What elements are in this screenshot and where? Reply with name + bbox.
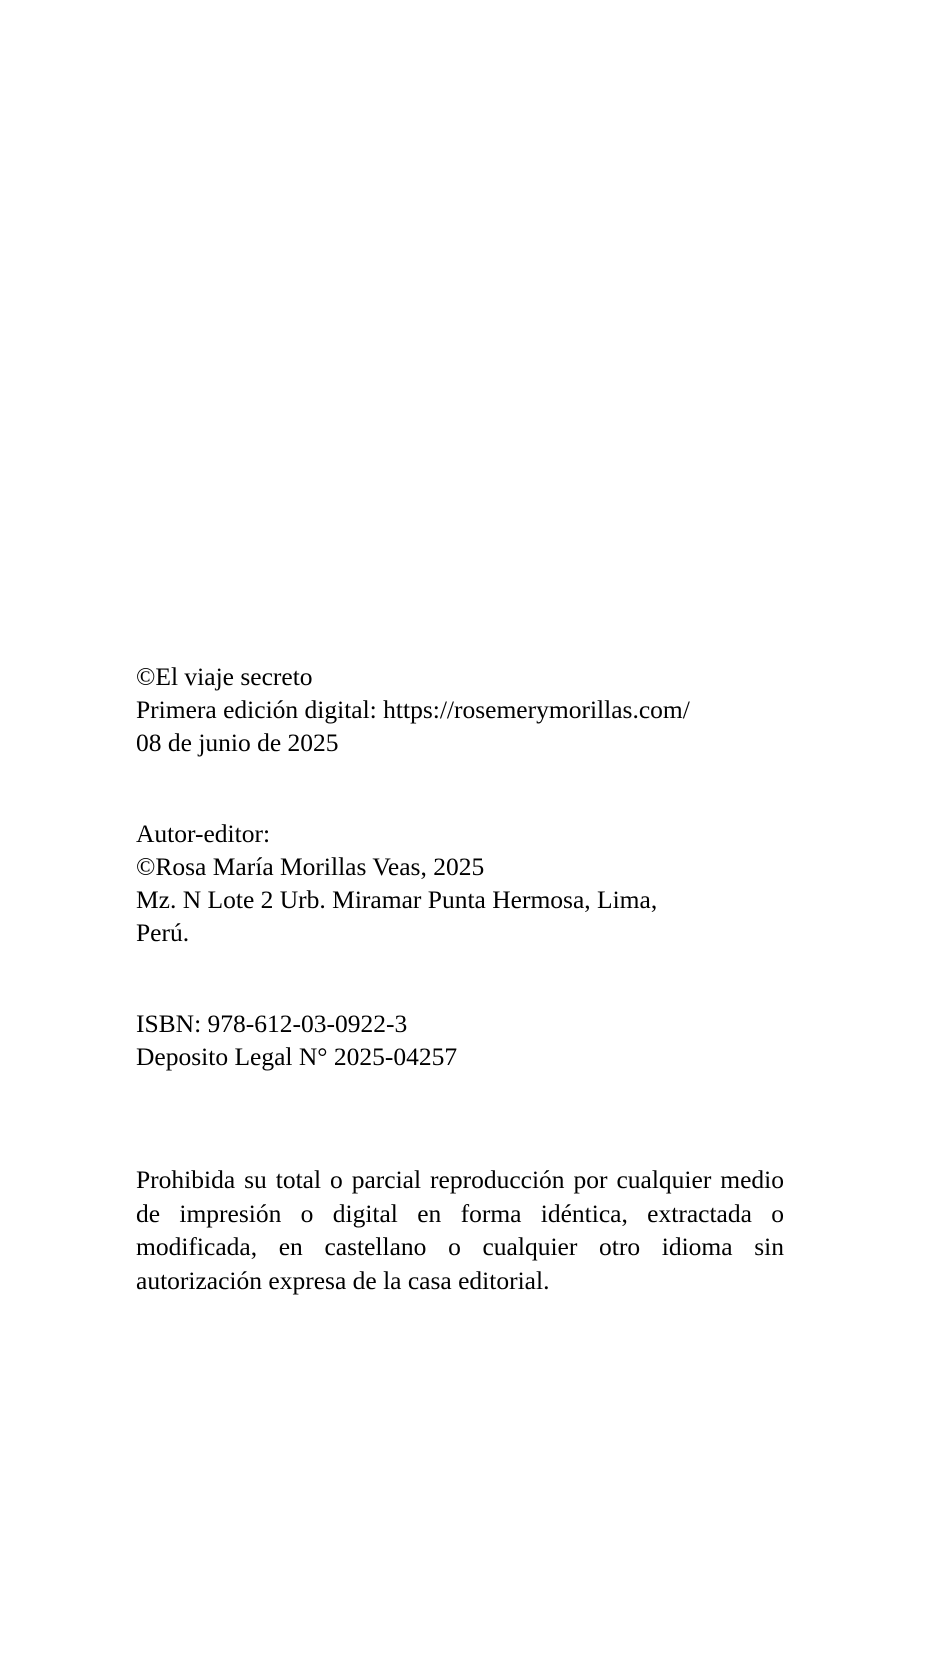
author-address-line-1: Mz. N Lote 2 Urb. Miramar Punta Hermosa, Lima, [136,885,658,914]
author-address-line-2: Perú. [136,918,190,947]
author-name-line: ©Rosa María Morillas Veas, 2025 [136,852,485,881]
copyright-block [136,660,786,759]
identifiers-block [136,1007,786,1073]
spacer-1 [136,759,786,817]
legal-deposit-line: Deposito Legal N° 2025-04257 [136,1042,458,1071]
author-block [136,817,786,949]
rights-notice-paragraph: Prohibida su total o parcial reproducción por cualquier medio de impresión o digital en forma idéntica, extractada o modificada, en castellano o cualquier otro idioma sin autorización expresa de la casa editorial. [136,1165,784,1295]
edition-line: Primera edición digital: https://rosemerymorillas.com/ [136,695,690,724]
spacer-3 [136,1073,786,1163]
isbn-line: ISBN: 978-612-03-0922-3 [136,1009,408,1038]
work-title-line: ©El viaje secreto [136,662,313,691]
copyright-content [136,660,786,1297]
author-editor-label: Autor-editor: [136,819,271,848]
edition-date-line: 08 de junio de 2025 [136,728,339,757]
spacer-2 [136,949,786,1007]
